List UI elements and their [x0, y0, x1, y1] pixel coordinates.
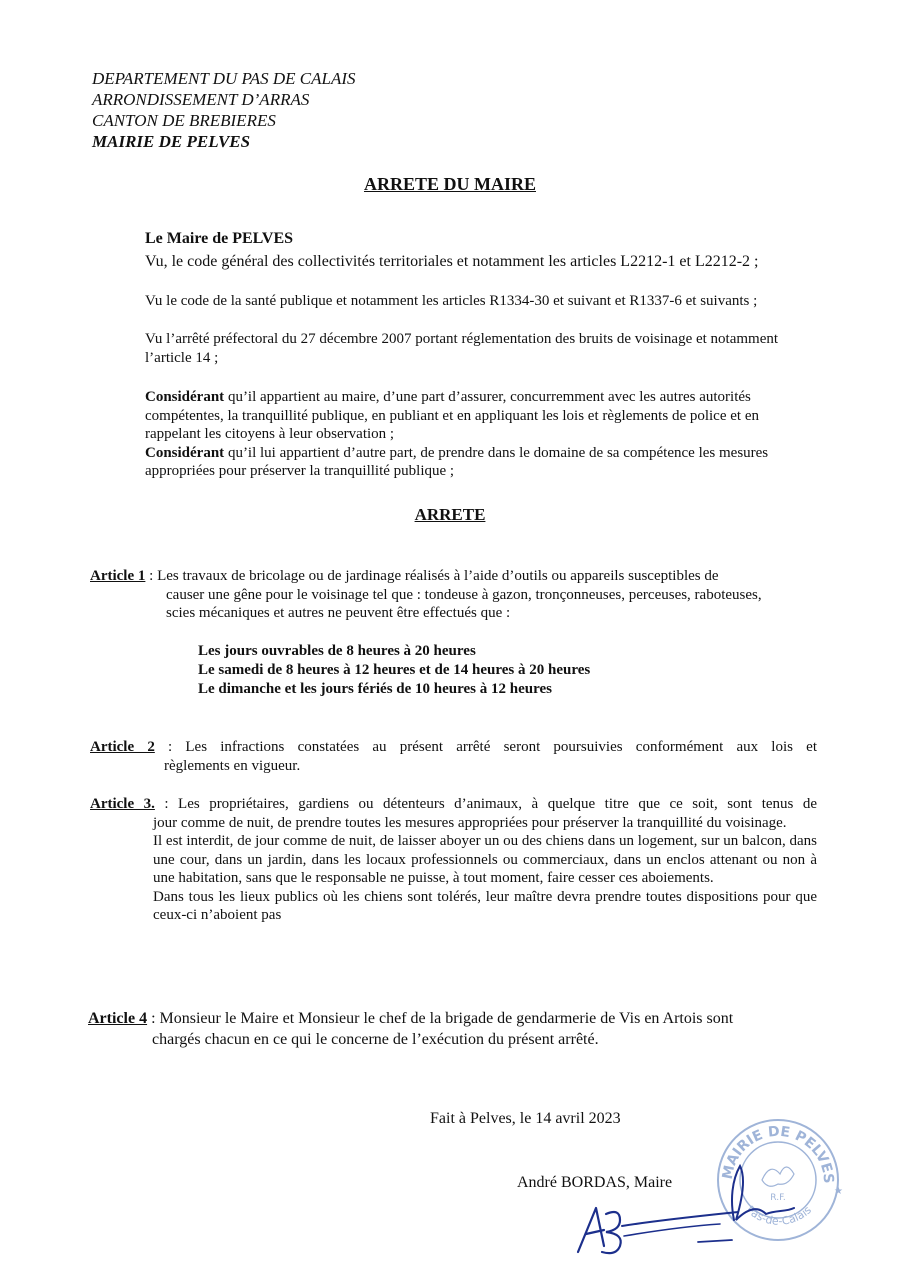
article-3-first-line: [90, 795, 817, 814]
preamble-vu-1: Vu, le code général des collectivités territoriales et notamment les articles L2212-1 et L2212-2 ;: [145, 253, 759, 270]
stamp-center-text: R.F.: [770, 1193, 786, 1203]
stamp-star-icon: ★: [834, 1186, 843, 1197]
considerant-1: [145, 388, 810, 444]
preamble-vu-3: Vu l’arrêté préfectoral du 27 décembre 2007 portant réglementation des bruits de voisinage et notamment l’article 14 ;: [145, 331, 779, 366]
arrete-heading: ARRETE: [414, 505, 486, 524]
considerants: [145, 388, 810, 481]
article-4-first-text: : Monsieur le Maire et Monsieur le chef de la brigade de gendarmerie de Vis en Artois sont: [147, 1010, 734, 1027]
article-1-first-text: Les travaux de bricolage ou de jardinage réalisés à l’aide d’outils ou appareils susceptibles de: [157, 568, 719, 584]
letterhead-canton: CANTON DE BREBIERES: [92, 111, 276, 130]
article-4: [88, 1008, 818, 1050]
considerant-2-text: qu’il lui appartient d’autre part, de prendre dans le domaine de sa compétence les mesures appropriées pour préserver la tranquillité publique ;: [145, 444, 769, 479]
article-3-paragraph-2: Il est interdit, de jour comme de nuit, de laisser aboyer un ou des chiens dans un logement, sur un balcon, dans une cour, dans un jardin, dans les locaux professionnels ou commerciaux, dans un enclos attenant ou non à une habitation, sans que le responsable ne puisse, à tout moment, faire cesser ces aboiements.: [153, 833, 817, 886]
article-1-separator: :: [145, 568, 158, 584]
allowed-hours: [198, 642, 590, 699]
document-title: ARRETE DU MAIRE: [363, 174, 536, 194]
preamble-vu-2: Vu le code de la santé publique et notamment les articles R1334-30 et suivant et R1337-6 et suivants ;: [145, 293, 758, 309]
article-2-label: Article 2: [90, 739, 155, 755]
article-2: [90, 738, 817, 775]
article-1-first-line: [90, 567, 719, 586]
signatory: André BORDAS, Maire: [517, 1174, 673, 1191]
article-2-first-text: : Les infractions constatées au présent arrêté seront poursuivies conformément aux lois et: [154, 739, 817, 755]
article-3-paragraph-3: Dans tous les lieux publics où les chiens sont tolérés, leur maître devra prendre toutes dispositions pour que ceux-ci n’aboient pas: [153, 888, 817, 923]
hours-weekdays: Les jours ouvrables de 8 heures à 20 heures: [198, 643, 476, 659]
article-4-first-line: [88, 1008, 818, 1029]
considerant-2: [145, 444, 810, 481]
letterhead: [92, 68, 356, 152]
article-3: [90, 795, 817, 925]
hours-saturday: Le samedi de 8 heures à 12 heures et de 14 heures à 20 heures: [198, 662, 591, 678]
place-and-date: Fait à Pelves, le 14 avril 2023: [430, 1110, 621, 1127]
article-1-label: Article 1: [90, 568, 146, 584]
article-2-first-line: [90, 738, 817, 757]
mayor-signature: [570, 1160, 810, 1265]
preamble-maire: Le Maire de PELVES: [145, 230, 294, 247]
letterhead-mairie: MAIRIE DE PELVES: [92, 132, 251, 151]
considerant-1-text: qu’il appartient au maire, d’une part d’assurer, concurremment avec les autres autorités compétentes, la tranquillité publique, en publiant et en appliquant les lois et règlements de police et en rappelant les citoyens à leur observation ;: [145, 389, 759, 442]
hours-sunday: Le dimanche et les jours fériés de 10 heures à 12 heures: [198, 681, 552, 697]
letterhead-department: DEPARTEMENT DU PAS DE CALAIS: [92, 69, 356, 88]
considerant-keyword: Considérant: [145, 389, 225, 405]
stamp-bottom-text: Pas-de-Calais: [743, 1203, 814, 1228]
stamp-top-text: MAIRIE DE PELVES: [719, 1123, 837, 1184]
considerant-keyword: Considérant: [145, 444, 225, 461]
article-3-paragraph-1: jour comme de nuit, de prendre toutes les mesures appropriées pour préserver la tranquillité du voisinage.: [153, 814, 787, 831]
article-3-first-text: : Les propriétaires, gardiens ou détenteurs d’animaux, à quelque titre que ce soit, sont tenus de: [154, 796, 817, 812]
article-2-text: règlements en vigueur.: [164, 757, 301, 774]
article-1-text: causer une gêne pour le voisinage tel que : tondeuse à gazon, tronçonneuses, perceuses, raboteuses, scies mécaniques et autres ne peuvent être effectués que :: [166, 586, 762, 621]
article-4-text: chargés chacun en ce qui le concerne de l’exécution du présent arrêté.: [152, 1031, 599, 1048]
article-4-label: Article 4: [88, 1010, 148, 1027]
article-3-text: [90, 814, 817, 925]
letterhead-arrondissement: ARRONDISSEMENT D’ARRAS: [92, 90, 310, 109]
article-3-label: Article 3.: [90, 796, 155, 812]
